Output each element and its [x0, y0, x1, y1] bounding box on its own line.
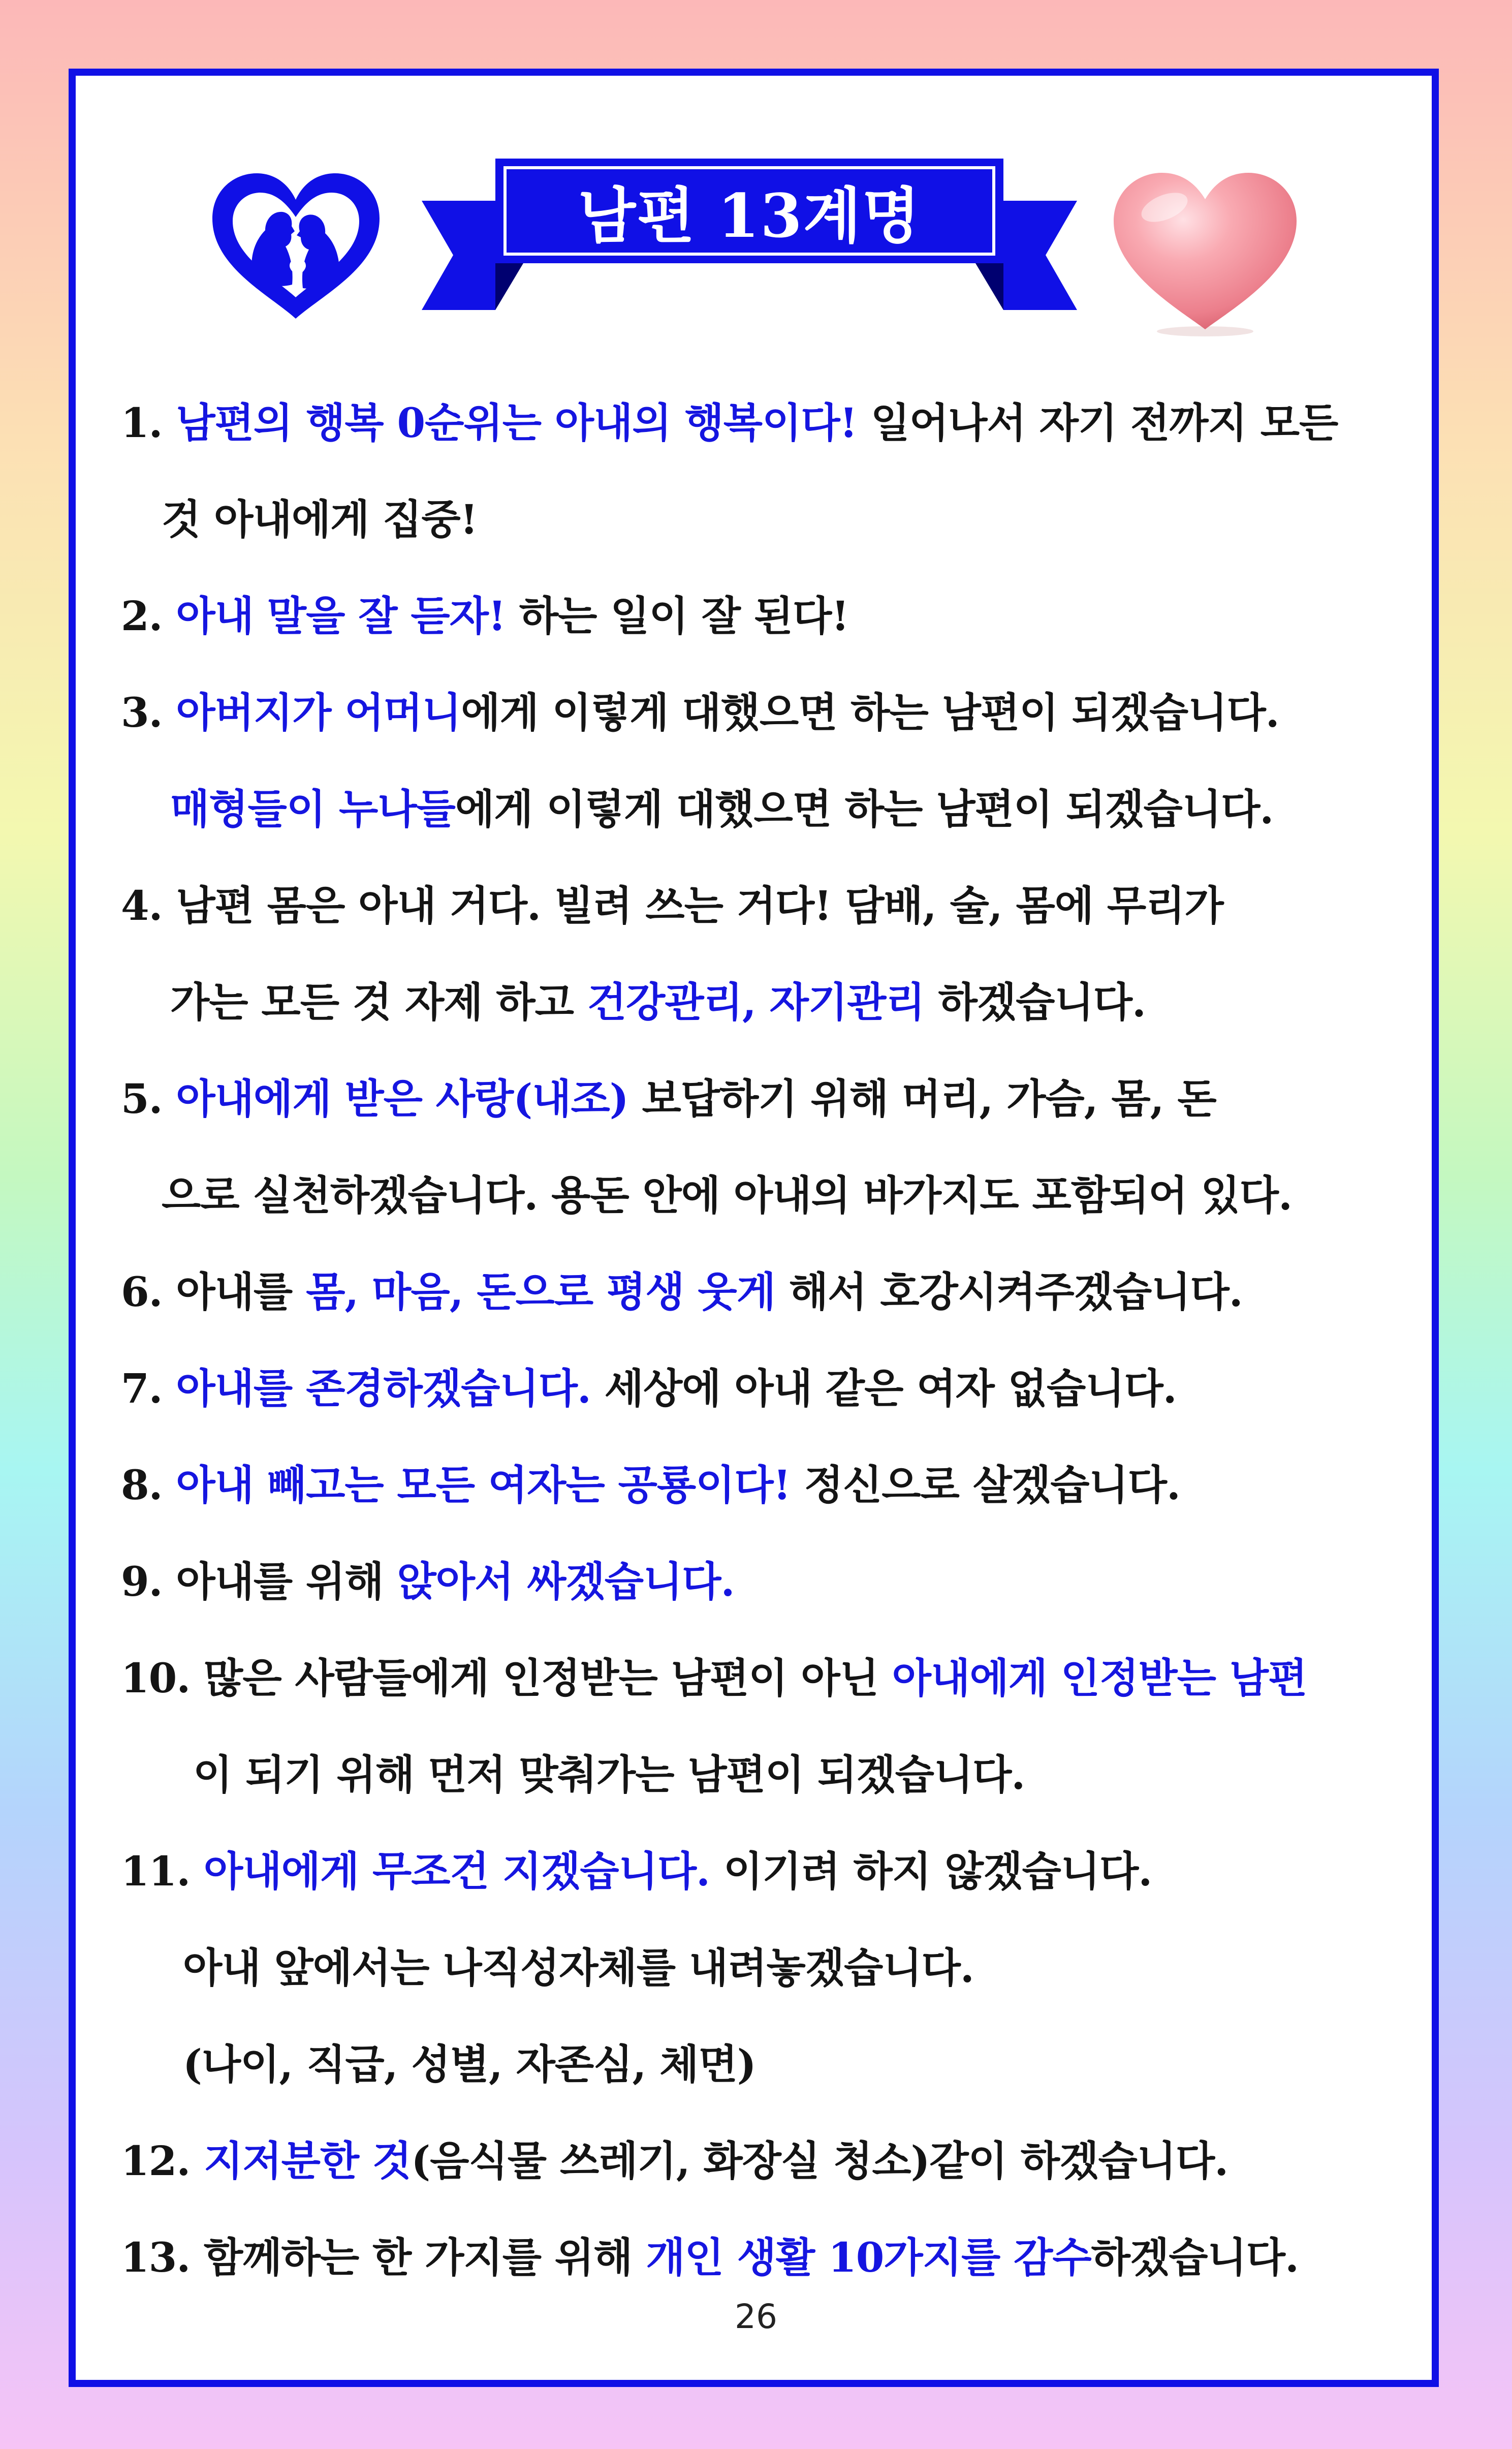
commandment-line: 2. 아내 말을 잘 듣자! 하는 일이 잘 된다!: [121, 592, 849, 640]
commandment-line: 8. 아내 빼고는 모든 여자는 공룡이다! 정신으로 살겠습니다.: [121, 1461, 1180, 1509]
commandment-line: 5. 아내에게 받은 사랑(내조) 보답하기 위해 머리, 가슴, 몸, 돈: [121, 1075, 1216, 1123]
commandment-line: 1. 남편의 행복 0순위는 아내의 행복이다! 일어나서 자기 전까지 모든: [121, 399, 1338, 447]
commandment-line: 10. 많은 사람들에게 인정받는 남편이 아닌 아내에게 인정받는 남편: [121, 1654, 1307, 1702]
commandment-line: 3. 아버지가 어머니에게 이렇게 대했으면 하는 남편이 되겠습니다.: [121, 689, 1279, 736]
page-number: 26: [735, 2297, 777, 2336]
commandment-line: 매형들이 누나들에게 이렇게 대했으면 하는 남편이 되겠습니다.: [170, 785, 1274, 833]
commandment-line: 9. 아내를 위해 앉아서 싸겠습니다.: [121, 1558, 735, 1605]
page-title: 남편 13계명: [578, 180, 921, 251]
commandment-line: 13. 함께하는 한 가지를 위해 개인 생활 10가지를 감수하겠습니다.: [121, 2234, 1299, 2281]
commandment-line: 6. 아내를 몸, 마음, 돈으로 평생 웃게 해서 호강시켜주겠습니다.: [121, 1268, 1243, 1316]
commandment-line: 가는 모든 것 자제 하고 건강관리, 자기관리 하겠습니다.: [170, 978, 1146, 1026]
commandment-line: 11. 아내에게 무조건 지겠습니다. 이기려 하지 않겠습니다.: [121, 1847, 1152, 1895]
commandment-line: 4. 남편 몸은 아내 거다. 빌려 쓰는 거다! 담배, 술, 몸에 무리가: [121, 882, 1223, 929]
pink-heart-icon: [1109, 168, 1302, 340]
couple-heart-icon: [208, 170, 384, 323]
commandment-line: 12. 지저분한 것(음식물 쓰레기, 화장실 청소)같이 하겠습니다.: [121, 2137, 1228, 2185]
commandment-line: 이 되기 위해 먼저 맞춰가는 남편이 되겠습니다.: [193, 1751, 1025, 1799]
commandment-line: 으로 실천하겠습니다. 용돈 안에 아내의 바가지도 포함되어 있다.: [162, 1171, 1292, 1219]
commandment-line: (나이, 직급, 성별, 자존심, 체면): [183, 2040, 756, 2088]
commandment-line: 것 아내에게 집중!: [162, 495, 478, 543]
commandment-line: 아내 앞에서는 나직성자체를 내려놓겠습니다.: [183, 1944, 974, 1992]
commandment-line: 7. 아내를 존경하겠습니다. 세상에 아내 같은 여자 없습니다.: [121, 1365, 1177, 1412]
